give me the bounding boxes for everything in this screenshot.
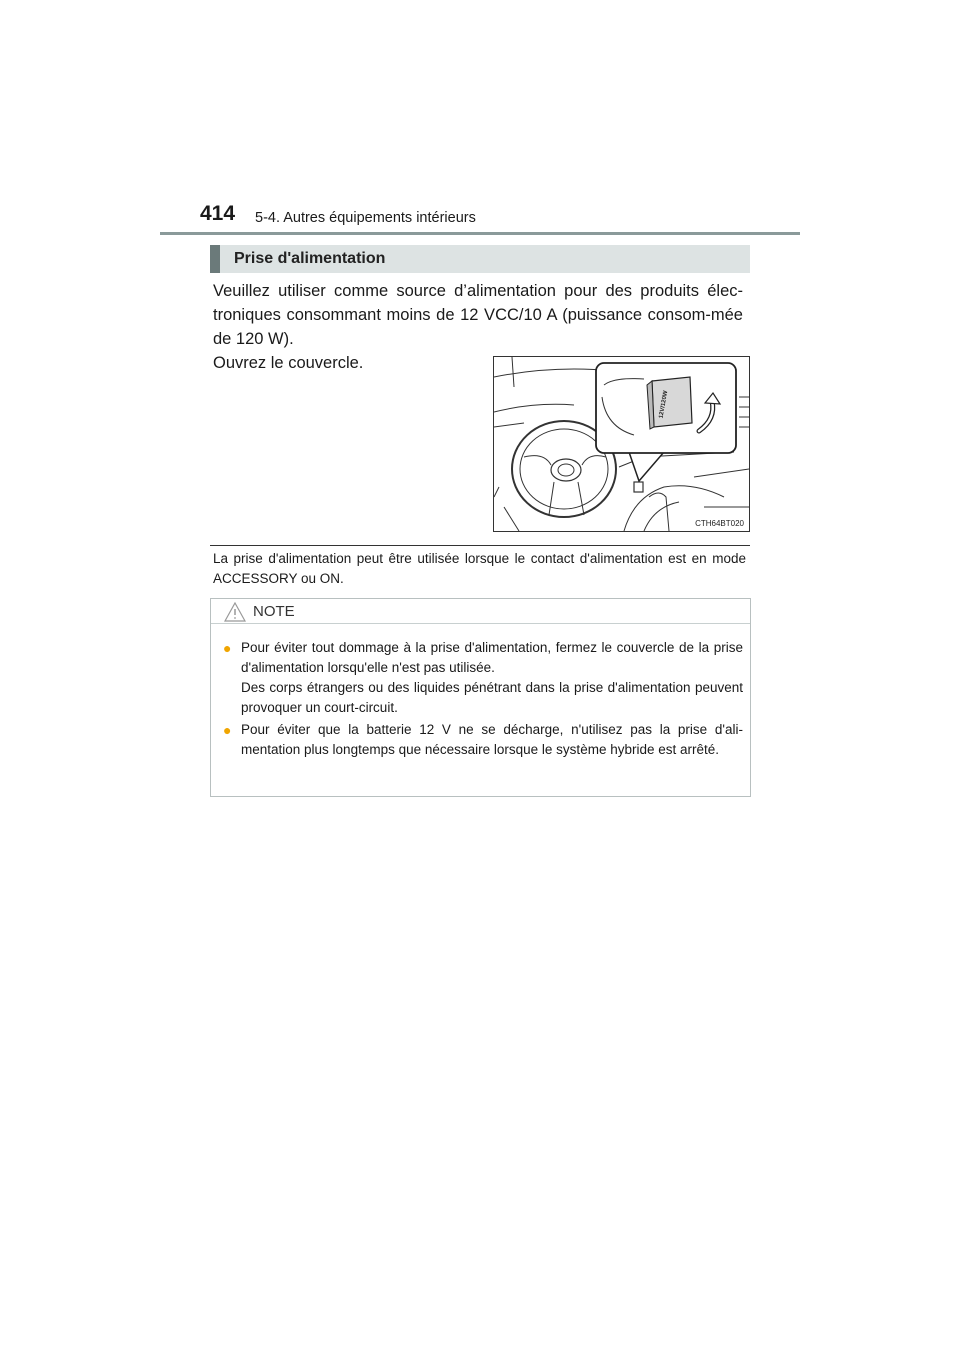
- note-item: [223, 720, 743, 760]
- section-title-bar: [210, 245, 750, 273]
- bullet-icon: ●: [223, 722, 232, 738]
- header-divider: [160, 232, 800, 235]
- note-title: NOTE: [253, 603, 295, 620]
- note-item-text: Pour éviter tout dommage à la prise d'alimentation, fermez le couvercle de la prise d'alimentation lorsqu'elle n'est pas utilisée.: [241, 640, 743, 675]
- note-divider: [211, 623, 750, 624]
- figure-code: CTH64BT020: [695, 519, 744, 528]
- note-item-text: Des corps étrangers ou des liquides pénétrant dans la prise d'alimentation peuvent provoquer un court-circuit.: [241, 680, 743, 715]
- note-item: [223, 638, 743, 718]
- section-title: Prise d'alimentation: [234, 250, 386, 267]
- socket-label: 12V/120W: [658, 390, 670, 419]
- note-item-text: Pour éviter que la batterie 12 V ne se décharge, n'utilisez pas la prise d'ali-mentation plus longtemps que nécessaire lorsque le système hybride est arrêté.: [241, 722, 743, 757]
- intro-paragraph: Veuillez utiliser comme source d’alimentation pour des produits élec-troniques consommant moins de 12 VCC/10 A (puissance consom-mée de 120 W).: [213, 282, 743, 348]
- page-number: 414: [200, 202, 236, 225]
- bullet-icon: ●: [223, 640, 232, 656]
- info-paragraph: La prise d'alimentation peut être utilisée lorsque le contact d'alimentation est en mode ACCESSORY ou ON.: [213, 551, 746, 586]
- warning-icon: [224, 602, 246, 622]
- note-box: [210, 598, 751, 797]
- content-divider: [210, 545, 750, 546]
- power-outlet-illustration: [493, 356, 750, 532]
- section-header: 5-4. Autres équipements intérieurs: [255, 210, 476, 226]
- step-instruction: Ouvrez le couvercle.: [213, 354, 364, 372]
- dashboard-drawing: [494, 357, 749, 531]
